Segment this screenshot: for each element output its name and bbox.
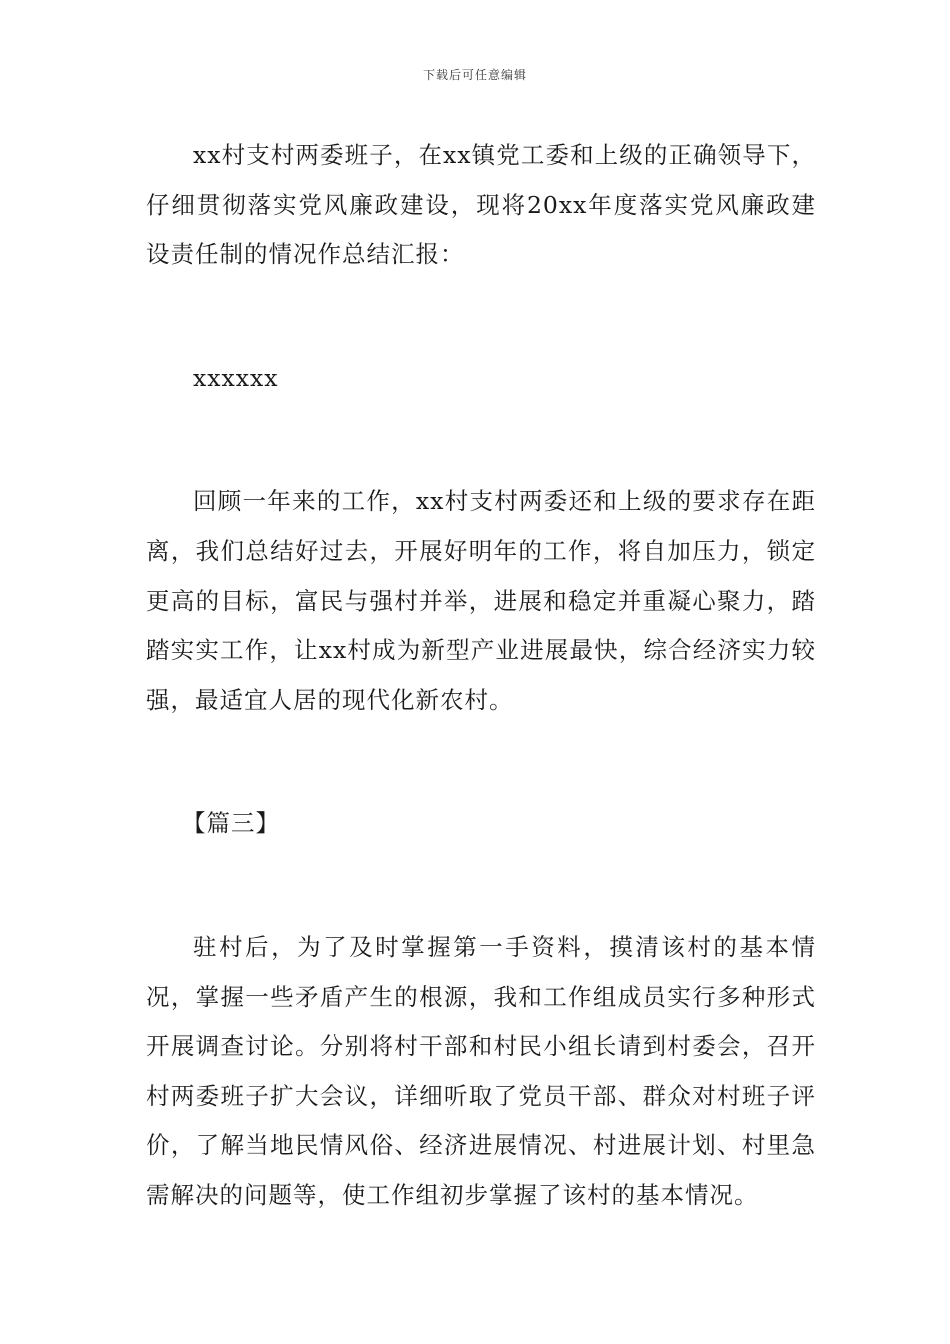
document-body (146, 131, 816, 1221)
paragraph-placeholder: xxxxxx (193, 363, 279, 392)
paragraph-section-three: 驻村后，为了及时掌握第一手资料，摸清该村的基本情况，掌握一些矛盾产生的根源，我和工作组成员实行多种形式开展调查讨论。分别将村干部和村民小组长请到村委会，召开村两委班子扩大会议，详细听取了党员干部、群众对村班子评价，了解当地民情风俗、经济进展情况、村进展计划、村里急需解决的问题等，使工作组初步掌握了该村的基本情况。 (146, 932, 816, 1209)
paragraph-review: 回顾一年来的工作，xx村支村两委还和上级的要求存在距离，我们总结好过去，开展好明年的工作，将自加压力，锁定更高的目标，富民与强村并举，进展和稳定并重凝心聚力，踏踏实实工作，让xx村成为新型产业进展最快，综合经济实力较强，最适宜人居的现代化新农村。 (146, 487, 816, 714)
paragraph-intro: xx村支村两委班子，在xx镇党工委和上级的正确领导下，仔细贯彻落实党风廉政建设，现将20xx年度落实党风廉政建设责任制的情况作总结汇报： (146, 141, 816, 269)
section-title: 【篇三】 (182, 809, 280, 838)
download-note: 下载后可任意编辑 (422, 68, 527, 82)
